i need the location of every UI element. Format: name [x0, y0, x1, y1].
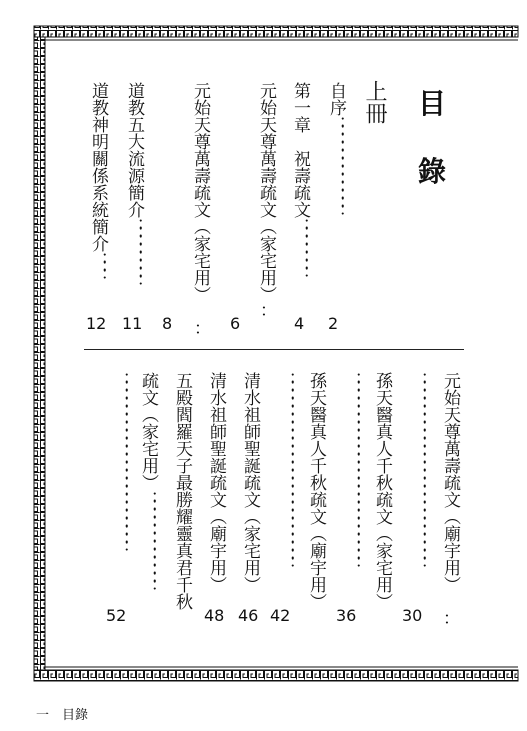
- leader-dots: ：：：: [88, 252, 108, 276]
- toc-page: 48: [204, 606, 225, 625]
- page-title-char-1: 目: [418, 87, 447, 120]
- toc-entry-title: 元始天尊萬壽疏文（家宅用）: [190, 82, 210, 303]
- toc-page: 46: [238, 606, 259, 625]
- toc-page: 42: [270, 606, 291, 625]
- toc-page: 11: [122, 314, 143, 333]
- toc-page: ：: [194, 319, 211, 339]
- leader-dots: ：：：：：：：：：：：：：：：：：：：：：：: [110, 372, 130, 548]
- toc-page: ：: [260, 301, 277, 321]
- page-footer: 一 目錄: [36, 708, 89, 723]
- toc-page: 8: [162, 314, 173, 333]
- toc-entry-title: 五殿閻羅天子最勝耀靈真君千秋: [172, 372, 192, 610]
- toc-entry-chapter-1: [290, 82, 310, 274]
- leader-dots: ：：：：：：：：：：：：: [138, 491, 158, 587]
- volume-rule: [354, 112, 355, 322]
- toc-entry-yuanshi-home-1: [256, 82, 276, 303]
- toc-entry-title: 元始天尊萬壽疏文（廟宇用）: [440, 372, 460, 593]
- page-title-char-2: 錄: [418, 155, 447, 188]
- leader-dots: ：：：：：：：: [290, 218, 310, 274]
- leader-dots: ：：：：：：：：：：：：：：：：：：：：：：：：: [408, 372, 428, 564]
- section-divider: [84, 349, 464, 350]
- toc-entry-title: 道教五大流源簡介: [124, 82, 144, 218]
- toc-entry-five-schools: [124, 82, 144, 282]
- toc-page: 30: [402, 606, 423, 625]
- toc-page: 2: [328, 314, 339, 333]
- toc-page: 12: [86, 314, 107, 333]
- toc-entry-yama-cont: [138, 372, 158, 587]
- toc-page: ：: [443, 609, 460, 629]
- toc-entry-title: 道教神明關係系統簡介: [88, 82, 108, 252]
- toc-page: 52: [106, 606, 127, 625]
- toc-entry-deity-system: [88, 82, 108, 276]
- toc-entry-title: 孫天醫真人千秋疏文（廟宇用）: [306, 372, 326, 610]
- toc-entry-yama: [172, 372, 192, 610]
- toc-entry-preface: [326, 82, 346, 212]
- toc-entry-title: 自序: [326, 82, 346, 116]
- volume-label: 上冊: [362, 80, 387, 124]
- toc-entry-sun-temple: [306, 372, 326, 610]
- toc-entry-title: 疏文（家宅用）: [138, 372, 158, 491]
- leader-dots: ：：：：：：：：：：：：：：：：：：：：：：：：: [342, 372, 362, 564]
- toc-page: 36: [336, 606, 357, 625]
- toc-entry-qingshui-home: [240, 372, 260, 593]
- toc-entry-title: 清水祖師聖誕疏文（廟宇用）: [206, 372, 226, 593]
- toc-entry-yuanshi-home-2: [190, 82, 210, 303]
- toc-page: 4: [294, 314, 305, 333]
- leader-dots: ：：：：：：：：：：：：: [326, 116, 346, 212]
- toc-entry-title: 元始天尊萬壽疏文（家宅用）: [256, 82, 276, 303]
- leader-dots: ：：：：：：：：：：：：：：：：：：：：：：：：: [276, 372, 296, 564]
- toc-entry-qingshui-temple: [206, 372, 226, 593]
- toc-entry-title: 孫天醫真人千秋疏文（家宅用）: [372, 372, 392, 610]
- toc-entry-title: 清水祖師聖誕疏文（家宅用）: [240, 372, 260, 593]
- toc-entry-yuanshi-temple: [440, 372, 460, 593]
- toc-entry-title: 第一章 祝壽疏文: [290, 82, 310, 218]
- leader-dots: ：：：：：：：：: [124, 218, 144, 282]
- toc-page: 6: [230, 314, 241, 333]
- toc-entry-sun-home: [372, 372, 392, 610]
